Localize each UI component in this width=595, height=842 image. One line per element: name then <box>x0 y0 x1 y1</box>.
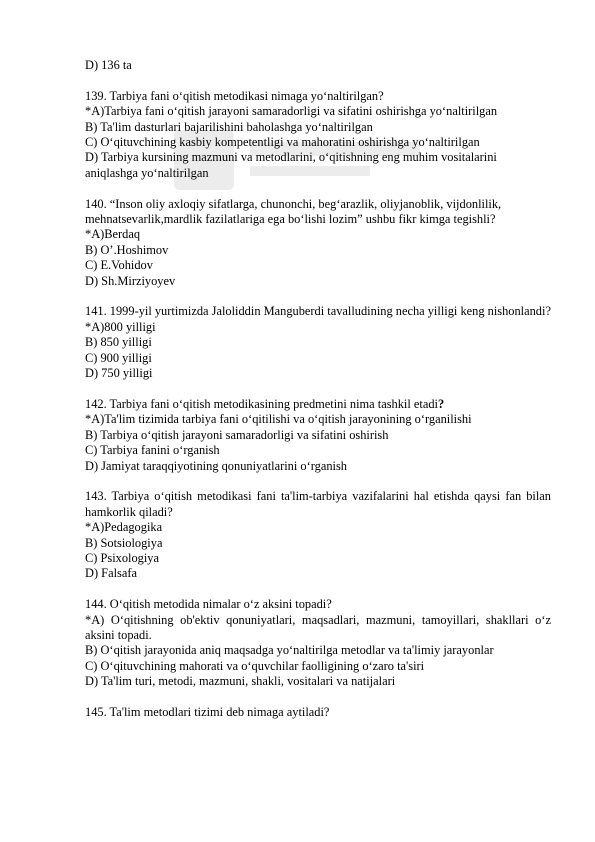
option-d: D) Tarbiya kursining mazmuni va metodlarini, o‘qitishning eng muhim vositalarini aniqlashga yo‘naltirilgan <box>85 150 497 180</box>
option-a: *A)Ta'lim tizimida tarbiya fani o‘qitilishi va o‘qitish jarayonining o‘rganilishi <box>85 412 472 427</box>
option-a: *A) O‘qitishning ob'ektiv qonuniyatlari, maqsadlari, mazmuni, tamoyillari, shakllari o‘z aksini topadi. <box>85 612 551 642</box>
spacer <box>85 474 551 489</box>
option-d: D) Falsafa <box>85 566 137 581</box>
question-text: 143. Tarbiya o‘qitish metodikasi fani ta'lim-tarbiya vazifalarini hal etishda qaysi fan bilan hamkorlik qiladi? <box>85 489 551 519</box>
question-text-row <box>85 397 551 412</box>
option-a: *A)Tarbiya fani o‘qitish jarayoni samaradorligi va sifatini oshirishga yo‘naltirilgan <box>85 104 498 119</box>
question-145 <box>85 705 551 720</box>
question-141 <box>85 304 551 381</box>
spacer <box>85 181 551 196</box>
question-text: 140. “Inson oliy axloqiy sifatlarga, chunonchi, beg‘arazlik, oliyjanoblik, vijdonlilik, mehnatsevarlik,mardlik fazilatlariga ega bo‘lishi lozim” ushbu fikr kimga tegishli? <box>85 196 502 227</box>
intro-line: D) 136 ta <box>85 58 132 72</box>
question-140 <box>85 197 551 289</box>
option-b: B) Ta'lim dasturlari bajarilishini baholashga yo‘naltirilgan <box>85 119 373 134</box>
question-mark: ? <box>438 396 445 411</box>
spacer <box>85 582 551 597</box>
question-142 <box>85 397 551 474</box>
spacer <box>85 690 551 705</box>
option-c: C) 900 yilligi <box>85 350 152 365</box>
option-b: B) Tarbiya o‘qitish jarayoni samaradorligi va sifatini oshirish <box>85 427 389 442</box>
option-a: *A)Berdaq <box>85 227 141 242</box>
question-143 <box>85 489 551 581</box>
option-c: C) Psixologiya <box>85 550 160 565</box>
option-b: B) O’.Hoshimov <box>85 242 169 257</box>
spacer <box>85 381 551 396</box>
question-139 <box>85 89 551 181</box>
option-b: B) Sotsiologiya <box>85 535 163 550</box>
document-page <box>85 58 551 720</box>
question-text: 144. O‘qitish metodida nimalar o‘z aksini topadi? <box>85 597 332 612</box>
option-d: D) Ta'lim turi, metodi, mazmuni, shakli, vositalari va natijalari <box>85 674 396 689</box>
question-text: 142. Tarbiya fani o‘qitish metodikasining predmetini nima tashkil etadi <box>85 396 438 411</box>
spacer <box>85 289 551 304</box>
option-d: D) 750 yilligi <box>85 366 153 381</box>
question-text: 141. 1999-yil yurtimizda Jaloliddin Manguberdi tavalludining necha yilligi keng nishonlandi? <box>85 304 551 319</box>
option-c: C) Tarbiya fanini o‘rganish <box>85 443 220 458</box>
question-144 <box>85 597 551 689</box>
option-c: C) O‘qituvchining kasbiy kompetentligi va mahoratini oshirishga yo‘naltirilgan <box>85 135 480 150</box>
option-b: B) 850 yilligi <box>85 335 152 350</box>
option-d: D) Sh.Mirziyoyev <box>85 273 176 288</box>
option-c: C) E.Vohidov <box>85 258 153 273</box>
option-b: B) O‘qitish jarayonida aniq maqsadga yo‘naltirilga metodlar va ta'limiy jarayonlar <box>85 643 494 658</box>
option-c: C) O‘qituvchining mahorati va o‘quvchilar faolligining o‘zaro ta'siri <box>85 658 425 673</box>
option-a: *A)Pedagogika <box>85 520 163 535</box>
question-text: 145. Ta'lim metodlari tizimi deb nimaga aytiladi? <box>85 704 330 719</box>
option-a: *A)800 yilligi <box>85 319 156 334</box>
question-text: 139. Tarbiya fani o‘qitish metodikasi nimaga yo‘naltirilgan? <box>85 88 384 103</box>
option-d: D) Jamiyat taraqqiyotining qonuniyatlarini o‘rganish <box>85 458 347 473</box>
spacer <box>85 73 551 88</box>
